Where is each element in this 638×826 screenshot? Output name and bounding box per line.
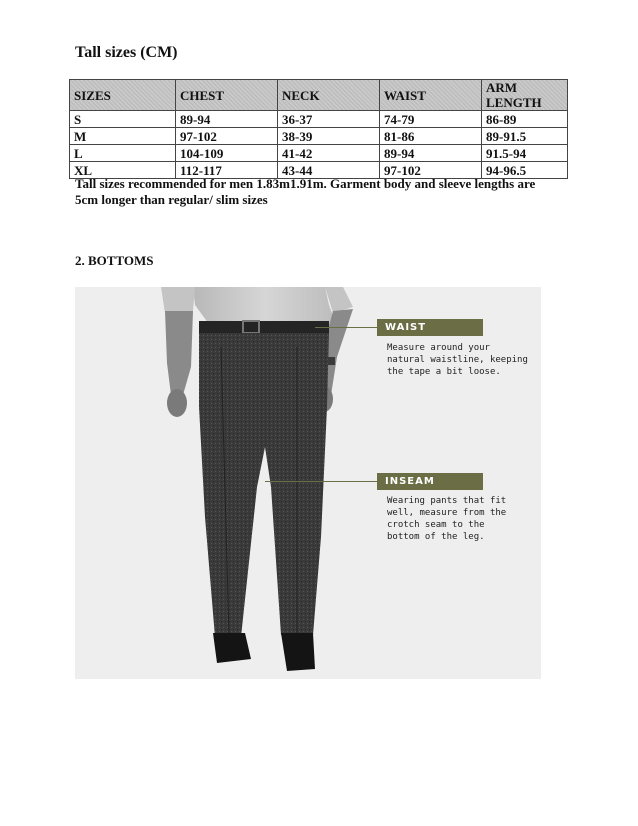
inseam-description-line: bottom of the leg.: [387, 532, 485, 542]
left-shoe: [213, 633, 251, 663]
table-cell: 91.5-94: [482, 145, 568, 162]
waist-description: [387, 342, 537, 378]
table-cell: 41-42: [278, 145, 380, 162]
waist-description-line: the tape a bit loose.: [387, 367, 501, 377]
column-header: ARM LENGTH: [482, 80, 568, 111]
waist-description-line: natural waistline, keeping: [387, 355, 528, 365]
table-cell: 36-37: [278, 111, 380, 128]
table-cell: 112-117: [176, 162, 278, 179]
bottoms-title: 2. BOTTOMS: [75, 253, 154, 268]
belt: [199, 321, 329, 333]
right-shoe: [281, 633, 315, 671]
table-cell: 81-86: [380, 128, 482, 145]
column-header: WAIST: [380, 80, 482, 111]
table-cell: 89-94: [380, 145, 482, 162]
table-header-row: [70, 80, 568, 111]
waist-pointer-line: [315, 327, 377, 328]
left-arm: [165, 311, 193, 395]
column-header: NECK: [278, 80, 380, 111]
waist-description-line: Measure around your: [387, 343, 490, 353]
table-cell: 97-102: [380, 162, 482, 179]
table-cell: S: [70, 111, 176, 128]
table-cell: 94-96.5: [482, 162, 568, 179]
table-cell: 74-79: [380, 111, 482, 128]
inseam-description-line: Wearing pants that fit: [387, 496, 507, 506]
inseam-pointer-line: [265, 481, 377, 482]
table-row: [70, 128, 568, 145]
left-sleeve: [161, 287, 195, 313]
trouser-measurement-figure: [75, 287, 541, 679]
table-cell: 38-39: [278, 128, 380, 145]
table-cell: 104-109: [176, 145, 278, 162]
tall-sizes-note: Tall sizes recommended for men 1.83m1.91m. Garment body and sleeve lengths are 5cm longer than regular/ slim sizes: [75, 176, 536, 207]
inseam-description: [387, 495, 537, 543]
inseam-description-line: well, measure from the: [387, 508, 507, 518]
table-row: [70, 111, 568, 128]
table-row: [70, 145, 568, 162]
inseam-label: INSEAM: [377, 473, 483, 490]
table-cell: 89-94: [176, 111, 278, 128]
table-cell: 89-91.5: [482, 128, 568, 145]
tall-sizes-table: [69, 79, 568, 179]
inseam-description-line: crotch seam to the: [387, 520, 485, 530]
tall-sizes-title: Tall sizes (CM): [75, 44, 178, 61]
left-hand: [167, 389, 187, 417]
table-cell: L: [70, 145, 176, 162]
column-header: SIZES: [70, 80, 176, 111]
table-cell: M: [70, 128, 176, 145]
table-cell: 43-44: [278, 162, 380, 179]
table-cell: XL: [70, 162, 176, 179]
waist-label: WAIST: [377, 319, 483, 336]
table-cell: 86-89: [482, 111, 568, 128]
table-cell: 97-102: [176, 128, 278, 145]
column-header: CHEST: [176, 80, 278, 111]
trousers: [199, 333, 329, 637]
